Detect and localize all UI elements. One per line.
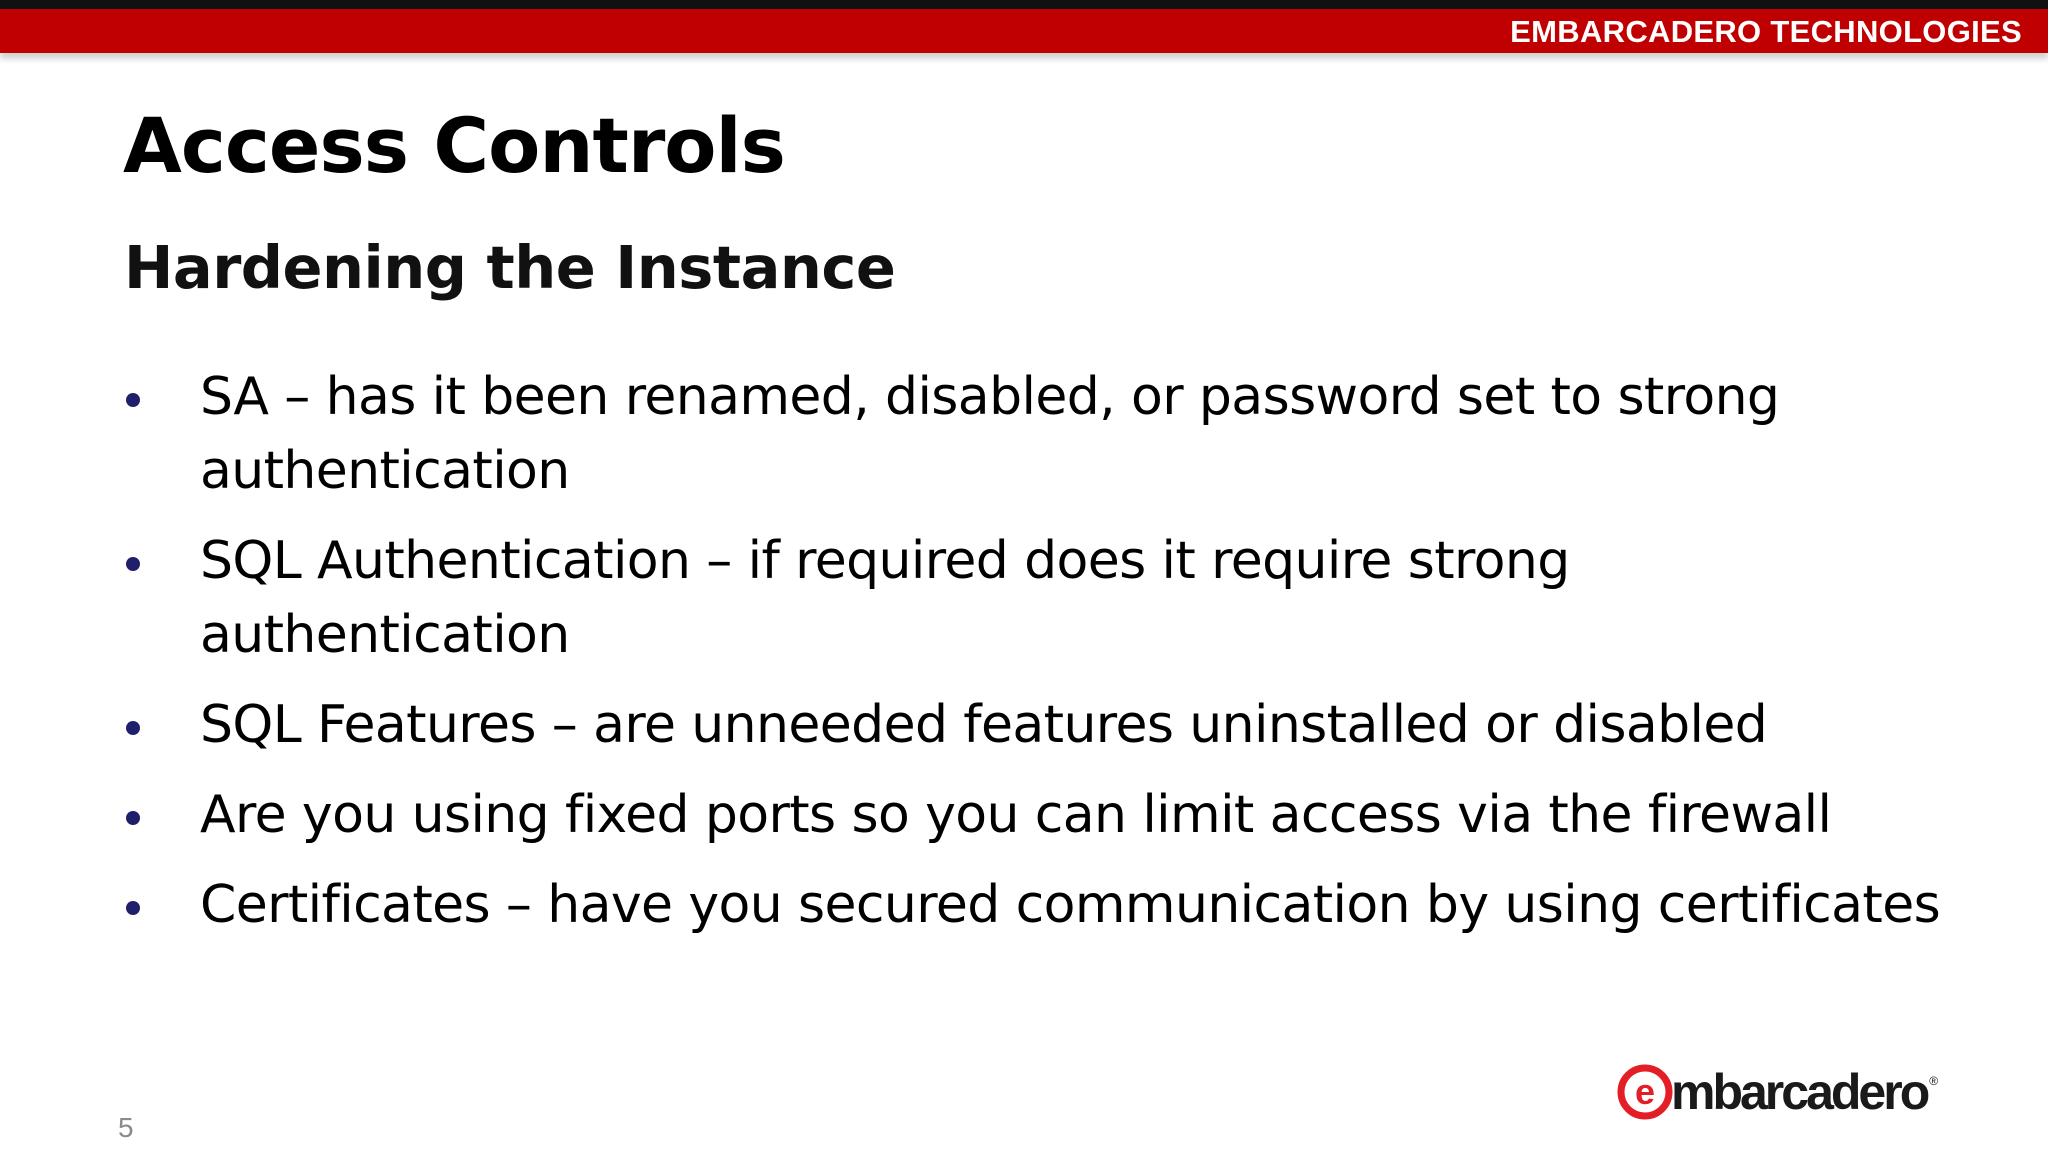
bullet-item — [124, 868, 2004, 942]
bullet-item — [124, 524, 1940, 672]
bullet-item — [124, 360, 2004, 508]
bullet-icon — [126, 811, 140, 825]
embarcadero-logo-icon — [1617, 1064, 1673, 1120]
bullet-text: SQL Features – are unneeded features uninstalled or disabled — [200, 695, 1768, 755]
bullet-icon — [126, 393, 140, 407]
page-number: 5 — [118, 1112, 134, 1143]
slide-title: Access Controls — [123, 101, 785, 190]
bullet-icon — [126, 721, 140, 735]
bullet-list — [124, 360, 2004, 942]
bullet-item — [124, 688, 2004, 762]
top-strip — [0, 0, 2048, 9]
logo-letter: e — [1634, 1071, 1656, 1112]
slide-subtitle: Hardening the Instance — [124, 233, 896, 302]
logo-wordmark: mbarcadero — [1671, 1064, 1928, 1120]
bullet-item — [124, 778, 2004, 852]
header-bar — [0, 9, 2048, 53]
bullet-text: SA – has it been renamed, disabled, or password set to strong authentication — [200, 367, 1780, 501]
embarcadero-logo — [1617, 1060, 1938, 1124]
bullet-icon — [126, 901, 140, 915]
bullet-text: Are you using fixed ports so you can limit access via the firewall — [200, 785, 1832, 845]
bullet-text: SQL Authentication – if required does it require strong authentication — [200, 531, 1570, 665]
company-name: EMBARCADERO TECHNOLOGIES — [1510, 14, 2022, 49]
bullet-icon — [126, 557, 140, 571]
registered-mark: ® — [1929, 1074, 1939, 1088]
bullet-text: Certificates – have you secured communication by using certificates — [200, 875, 1941, 935]
